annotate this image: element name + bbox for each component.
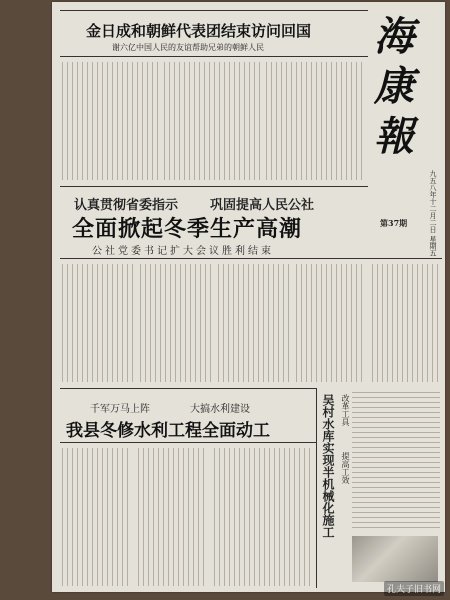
lead-subheadline: 公社党委书记扩大会议胜利结束: [92, 246, 274, 257]
masthead-char-2: 康: [374, 63, 414, 110]
issue-number: 第37期: [380, 218, 408, 228]
masthead-char-1: 海: [374, 13, 414, 60]
lead-text-col-4: [296, 264, 366, 382]
lead-text-col-1: [62, 264, 134, 382]
reservoir-byline-2: 提高工效: [341, 452, 350, 484]
top-text-col-3: [266, 62, 366, 180]
lead-text-col-2: [140, 264, 212, 382]
reservoir-byline-1: 改革工具: [341, 394, 350, 426]
reservoir-headline: 吴村水库实现半机械化施工: [321, 394, 335, 538]
lead-kicker-right: 巩固提高人民公社: [210, 198, 315, 213]
top-subheadline: 谢六亿中国人民的友谊帮助兄弟的朝鲜人民: [112, 43, 264, 52]
masthead-char-3: 報: [374, 113, 414, 160]
top-headline: 金日成和朝鲜代表团结束访问回国: [86, 22, 312, 40]
lead-text-col-3: [218, 264, 290, 382]
top-text-col-1: [62, 62, 158, 180]
water-kicker-right: 大搞水利建设: [190, 404, 250, 415]
water-kicker-left: 千军万马上阵: [90, 404, 150, 415]
lead-text-col-5: [372, 264, 440, 382]
reservoir-text: [352, 392, 440, 532]
lead-kicker-left: 认真贯彻省委指示: [74, 198, 179, 213]
water-headline: 我县冬修水利工程全面动工: [66, 421, 270, 441]
watermark: 孔夫子旧书网: [384, 581, 444, 596]
water-text-col-2: [138, 448, 208, 586]
water-text-col-3: [214, 448, 314, 586]
issue-date: 九五八年十二月二日 星期五: [429, 170, 437, 257]
masthead-title: [374, 12, 444, 162]
top-text-col-2: [164, 62, 260, 180]
lead-headline: 全面掀起冬季生产高潮: [72, 217, 303, 242]
water-text-col-1: [62, 448, 132, 586]
newspaper-page: [52, 2, 445, 592]
reservoir-photo: [352, 536, 438, 582]
